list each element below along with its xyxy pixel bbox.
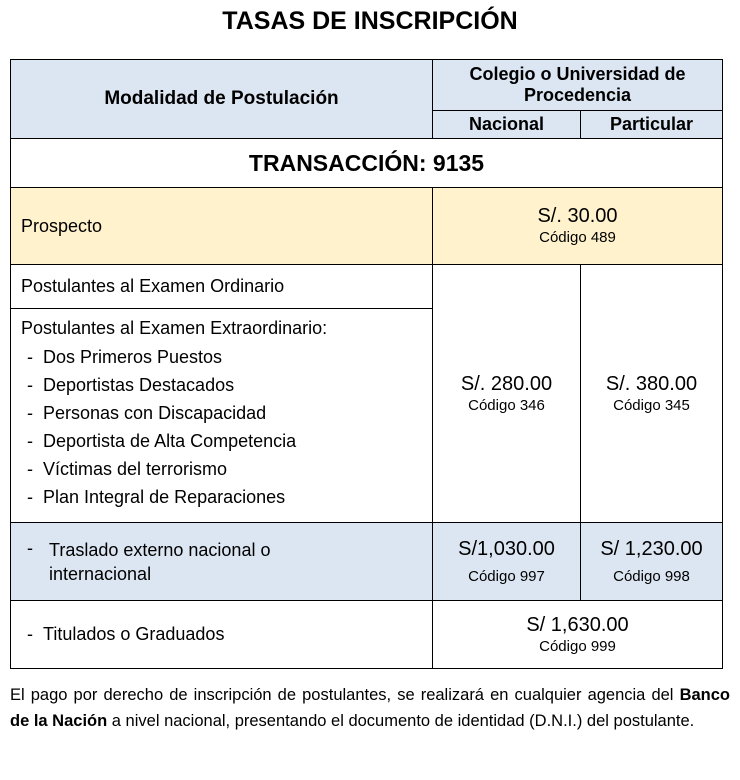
- traslado-nacional-amount: S/1,030.00: [458, 537, 555, 560]
- header-modalidad: Modalidad de Postulación: [11, 60, 433, 139]
- extraordinario-label: Postulantes al Examen Extraordinario:: [21, 318, 328, 338]
- list-item: - Plan Integral de Reparaciones: [27, 487, 286, 507]
- list-item: - Dos Primeros Puestos: [27, 347, 223, 367]
- titulados-price: [433, 601, 723, 669]
- examen-particular-price: [581, 265, 723, 523]
- prospecto-amount: S/. 30.00: [537, 205, 618, 227]
- traslado-particular-amount: S/ 1,230.00: [600, 537, 703, 560]
- list-item: - Víctimas del terrorismo: [27, 459, 228, 479]
- row-titulados-label: - Titulados o Graduados: [11, 601, 433, 669]
- list-item: - Deportista de Alta Competencia: [27, 431, 297, 451]
- examen-nacional-price: [433, 265, 581, 523]
- bank-name: Banco de la Nación: [10, 686, 730, 730]
- row-prospecto-label: Prospecto: [11, 188, 433, 265]
- examen-particular-amount: S/. 380.00: [605, 372, 698, 395]
- row-extraordinario: [11, 309, 433, 523]
- row-traslado-label: - Traslado externo nacional o internacional: [11, 523, 433, 601]
- payment-note: El pago por derecho de inscripción de postulantes, se realizará en cualquier agencia del Banco de la Nación a nivel nacional, presentando el documento de identidad (D.N.I.) del postulante.: [10, 686, 730, 730]
- transaction-row: TRANSACCIÓN: 9135: [11, 139, 723, 188]
- titulados-code: Código 999: [539, 637, 616, 655]
- list-item: - Personas con Discapacidad: [27, 403, 267, 423]
- header-nacional: Nacional: [433, 111, 581, 139]
- traslado-particular-code: Código 998: [613, 567, 690, 585]
- traslado-particular-price: [581, 523, 723, 601]
- traslado-label: Traslado externo nacional o internacional: [49, 539, 271, 584]
- examen-nacional-code: Código 346: [468, 396, 545, 414]
- titulados-amount: S/ 1,630.00: [526, 613, 629, 636]
- prospecto-code: Código 489: [539, 229, 616, 246]
- extraordinario-list: [21, 343, 432, 511]
- page-title: TASAS DE INSCRIPCIÓN: [222, 7, 518, 35]
- examen-nacional-amount: S/. 280.00: [460, 372, 553, 395]
- row-prospecto-price: [433, 188, 723, 265]
- traslado-nacional-price: [433, 523, 581, 601]
- row-ordinario-label: Postulantes al Examen Ordinario: [11, 265, 433, 309]
- examen-particular-code: Código 345: [613, 396, 690, 414]
- fees-table: [10, 59, 723, 669]
- titulados-label: Titulados o Graduados: [43, 624, 225, 644]
- list-item: - Deportistas Destacados: [27, 375, 235, 395]
- header-particular: Particular: [581, 111, 723, 139]
- traslado-nacional-code: Código 997: [468, 567, 545, 585]
- header-procedencia: Colegio o Universidad de Procedencia: [433, 60, 723, 111]
